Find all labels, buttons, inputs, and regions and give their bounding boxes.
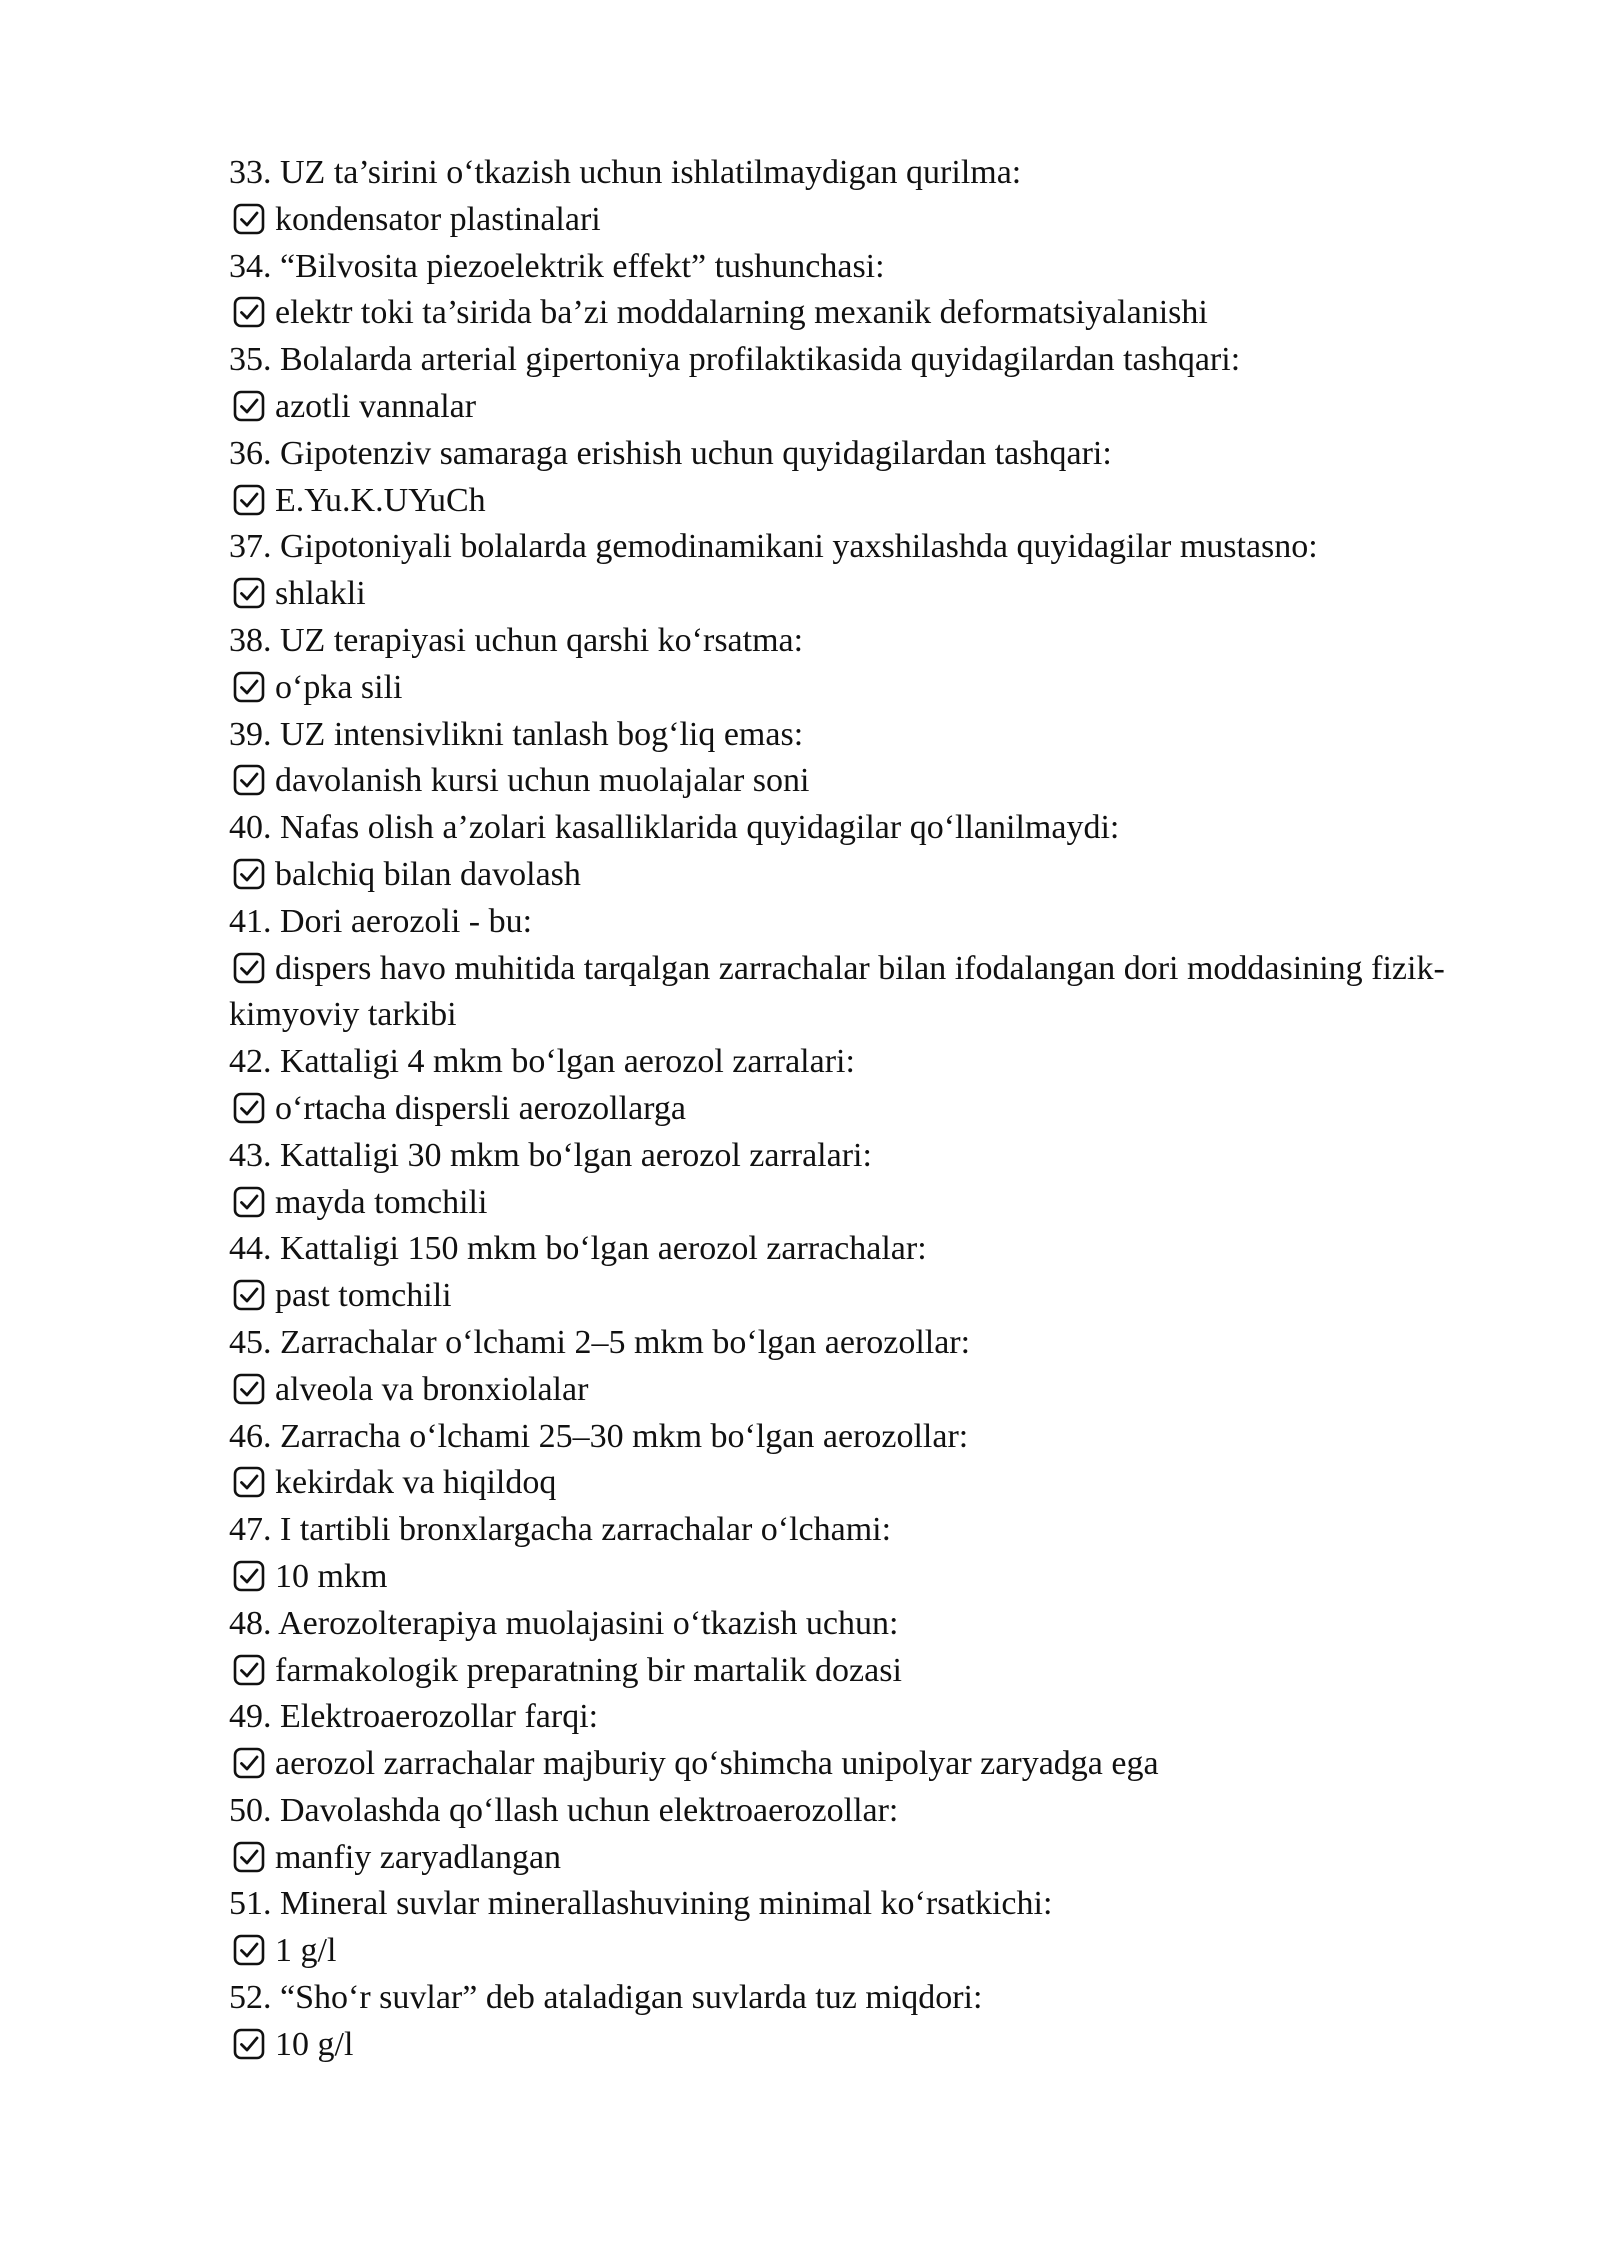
answer-line (229, 852, 1479, 899)
answer-text: mayda tomchili (275, 1183, 488, 1221)
checked-box-icon (233, 1092, 265, 1124)
answer-text: davolanish kursi uchun muolajalar soni (275, 762, 810, 800)
answer-line (229, 1086, 1479, 1133)
question-text: 45. Zarrachalar o‘lchami 2–5 mkm bo‘lgan aerozollar: (229, 1323, 971, 1361)
question-text: 42. Kattaligi 4 mkm bo‘lgan aerozol zarralari: (229, 1043, 855, 1081)
question-text: 50. Davolashda qo‘llash uchun elektroaerozollar: (229, 1791, 899, 1829)
answer-text: past tomchili (275, 1277, 452, 1315)
answer-line (229, 1741, 1479, 1788)
answer-line (229, 1554, 1479, 1601)
question-text: 46. Zarracha o‘lchami 25–30 mkm bo‘lgan aerozollar: (229, 1417, 969, 1455)
question-text: 49. Elektroaerozollar farqi: (229, 1698, 599, 1736)
answer-line (229, 946, 1479, 1040)
quiz-item (229, 244, 1479, 338)
question-text: 34. “Bilvosita piezoelektrik effekt” tushunchasi: (229, 247, 885, 285)
question-text: 40. Nafas olish a’zolari kasalliklarida quyidagilar qo‘llanilmaydi: (229, 809, 1120, 847)
answer-text: kondensator plastinalari (275, 200, 601, 238)
checked-box-icon (233, 671, 265, 703)
checked-box-icon (233, 858, 265, 890)
checked-box-icon (233, 577, 265, 609)
question-text: 47. I tartibli bronxlargacha zarrachalar o‘lchami: (229, 1511, 892, 1549)
question-text: 41. Dori aerozoli - bu: (229, 902, 533, 940)
answer-text: 1 g/l (275, 1932, 337, 1970)
checked-box-icon (233, 390, 265, 422)
quiz-item (229, 1975, 1479, 2069)
question-text: 33. UZ ta’sirini o‘tkazish uchun ishlatilmaydigan qurilma: (229, 154, 1022, 191)
quiz-item (229, 1788, 1479, 1882)
quiz-item (229, 1694, 1479, 1788)
question-text: 38. UZ terapiyasi uchun qarshi ko‘rsatma: (229, 621, 804, 659)
checked-box-icon (233, 764, 265, 796)
answer-line (229, 1648, 1479, 1695)
answer-line (229, 758, 1479, 805)
answer-line (229, 665, 1479, 712)
quiz-item (229, 1601, 1479, 1695)
answer-text: farmakologik preparatning bir martalik dozasi (275, 1651, 902, 1689)
question-text: 36. Gipotenziv samaraga erishish uchun quyidagilardan tashqari: (229, 434, 1112, 472)
question-text: 51. Mineral suvlar minerallashuvining minimal ko‘rsatkichi: (229, 1885, 1053, 1923)
checked-box-icon (233, 1560, 265, 1592)
quiz-item (229, 1414, 1479, 1508)
question-text: 39. UZ intensivlikni tanlash bog‘liq emas: (229, 715, 804, 753)
checked-box-icon (233, 1747, 265, 1779)
checked-box-icon (233, 484, 265, 516)
quiz-item (229, 1226, 1479, 1320)
checked-box-icon (233, 2028, 265, 2060)
question-text: 52. “Sho‘r suvlar” deb ataladigan suvlarda tuz miqdori: (229, 1979, 983, 2017)
answer-line (229, 1180, 1479, 1227)
quiz-item (229, 337, 1479, 431)
quiz-item (229, 1507, 1479, 1601)
checked-box-icon (233, 1279, 265, 1311)
checked-box-icon (233, 1654, 265, 1686)
question-text: 37. Gipotoniyali bolalarda gemodinamikani yaxshilashda quyidagilar mustasno: (229, 528, 1318, 566)
quiz-item (229, 805, 1479, 899)
answer-text: aerozol zarrachalar majburiy qo‘shimcha unipolyar zaryadga ega (275, 1745, 1159, 1783)
answer-line (229, 1367, 1479, 1414)
answer-text: o‘pka sili (275, 668, 403, 706)
answer-text: 10 mkm (275, 1557, 388, 1595)
quiz-item (229, 431, 1479, 525)
answer-line (229, 2022, 1479, 2069)
quiz-item (229, 1881, 1479, 1975)
answer-text: elektr toki ta’sirida ba’zi moddalarning mexanik deformatsiyalanishi (275, 294, 1208, 332)
checked-box-icon (233, 1466, 265, 1498)
quiz-item (229, 1133, 1479, 1227)
checked-box-icon (233, 1934, 265, 1966)
answer-line (229, 1273, 1479, 1320)
quiz-item (229, 899, 1479, 1039)
checked-box-icon (233, 296, 265, 328)
answer-line (229, 571, 1479, 618)
quiz-item (229, 712, 1479, 806)
question-text: 43. Kattaligi 30 mkm bo‘lgan aerozol zarralari: (229, 1136, 872, 1174)
answer-line (229, 290, 1479, 337)
answer-text: kekirdak va hiqildoq (275, 1464, 557, 1502)
question-text: 48. Aerozolterapiya muolajasini o‘tkazish uchun: (229, 1604, 899, 1642)
answer-text: manfiy zaryadlangan (275, 1838, 562, 1876)
answer-line (229, 197, 1479, 244)
answer-text: shlakli (275, 575, 366, 613)
quiz-item (229, 618, 1479, 712)
checked-box-icon (233, 1841, 265, 1873)
checked-box-icon (233, 1373, 265, 1405)
answer-line (229, 478, 1479, 525)
answer-line (229, 384, 1479, 431)
checked-box-icon (233, 203, 265, 235)
question-text: 35. Bolalarda arterial gipertoniya profilaktikasida quyidagilardan tashqari: (229, 341, 1241, 379)
answer-line (229, 1460, 1479, 1507)
checked-box-icon (233, 952, 265, 984)
answer-text: alveola va bronxiolalar (275, 1370, 589, 1408)
answer-line (229, 1928, 1479, 1975)
answer-text: o‘rtacha dispersli aerozollarga (275, 1089, 686, 1127)
answer-text: balchiq bilan davolash (275, 855, 581, 893)
answer-text: E.Yu.K.UYuCh (275, 481, 486, 519)
answer-text: dispers havo muhitida tarqalgan zarrachalar bilan ifodalangan dori moddasining fizik-kimyoviy tarkibi (229, 949, 1445, 1034)
answer-text: azotli vannalar (275, 387, 477, 425)
question-text: 44. Kattaligi 150 mkm bo‘lgan aerozol zarrachalar: (229, 1230, 927, 1268)
quiz-item (229, 1039, 1479, 1133)
quiz-item (229, 1320, 1479, 1414)
question-list (229, 150, 1479, 2069)
checked-box-icon (233, 1186, 265, 1218)
quiz-item (229, 524, 1479, 618)
quiz-item (229, 150, 1479, 244)
answer-line (229, 1835, 1479, 1882)
answer-text: 10 g/l (275, 2025, 354, 2063)
